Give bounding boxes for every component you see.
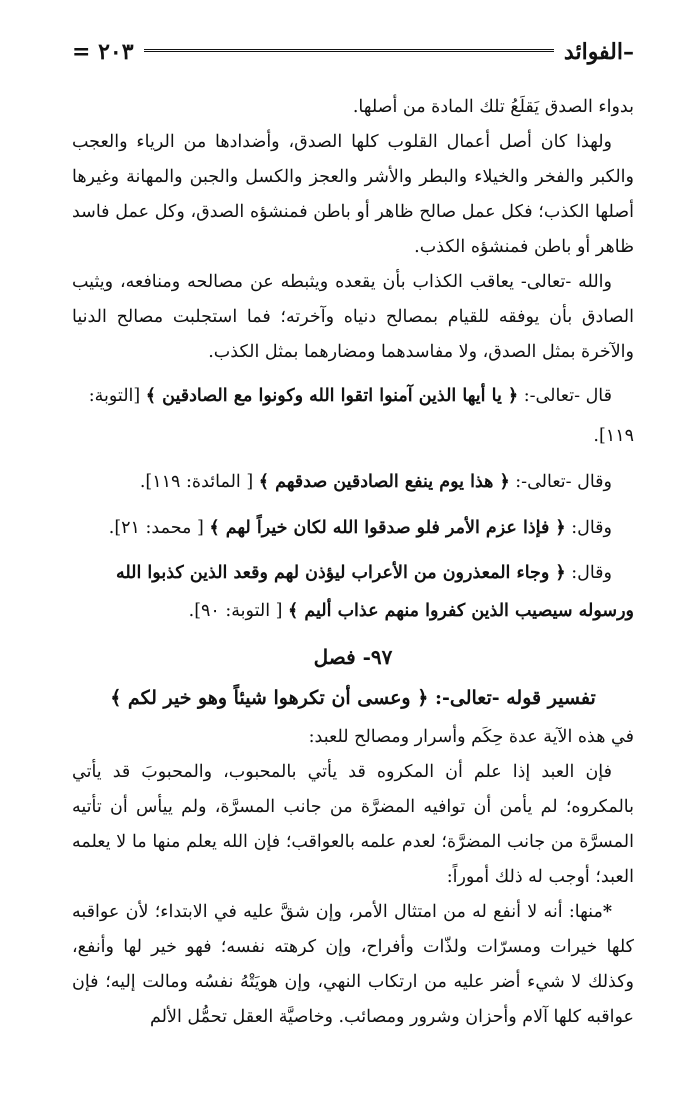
- verse-reference: [ التوبة: ٩٠].: [188, 601, 289, 621]
- quran-verse: ﴿ يا أيها الذين آمنوا اتقوا الله وكونوا مع الصادقين ﴾: [145, 386, 519, 406]
- page-number: [72, 39, 140, 65]
- quran-verse: ﴿ وعسى أن تكرهوا شيئاً وهو خير لكم ﴾: [110, 687, 429, 709]
- section-title: ٩٧- فصل: [313, 645, 393, 669]
- quran-verse: ﴿ هذا يوم ينفع الصادقين صدقهم ﴾: [258, 472, 510, 492]
- page-header: [72, 32, 634, 72]
- bullet-mark: *: [602, 902, 612, 922]
- paragraph-6: [72, 895, 634, 1035]
- paragraph-1: بدواء الصدق يَقلَعُ تلك المادة من أصلها.: [352, 97, 634, 117]
- quote-intro: وقال:: [565, 563, 612, 583]
- paragraph-3: والله -تعالى- يعاقب الكذاب بأن يقعده ويثبطه عن مصالحه ومنافعه، ويثيب الصادق بأن يوفقه للقيام بمصالح دنياه وآخرته؛ فما استجلبت مصالح الدنيا والآخرة بمثل الصدق، ولا مفاسدهما ومضارهما بمثل الكذب.: [72, 272, 634, 362]
- quran-verse: ﴿ فإذا عزم الأمر فلو صدقوا الله لكان خيراً لهم ﴾: [209, 518, 566, 538]
- verse-reference: [ المائدة: ١١٩].: [139, 472, 259, 492]
- quran-verse: ﴿ وجاء المعذرون من الأعراب ليؤذن لهم وقعد الذين كذبوا الله ورسوله سيصيب الذين كفروا منهم عذاب أليم ﴾: [115, 563, 634, 621]
- paragraph-5: فإن العبد إذا علم أن المكروه قد يأتي بالمحبوب، والمحبوبَ قد يأتي بالمكروه؛ لم يأمن أن توافيه المضرَّة من جانب المسرَّة، ولم ييأس أن تأتيه المسرَّة من جانب المضرَّة؛ لعدم علمه بالعواقب؛ فإن الله يعلم منها ما لا يعلمه العبد؛ أوجب له ذلك أموراً:: [72, 762, 634, 887]
- page-number-mark: =: [72, 39, 91, 65]
- verse-reference: [ محمد: ٢١].: [108, 518, 210, 538]
- paragraph-6-text: منها: أنه لا أنفع له من امتثال الأمر، وإن شقَّ عليه في الابتداء؛ لأن عواقبه كلها خيرات ومسرّات ولذّات وأفراح، وإن كرهته نفسه؛ فهو خير لها وأنفع، وكذلك لا شيء أضر عليه من ارتكاب النهي، وإن هويَتْهُ نفسُه ومالت إليه؛ فإن عواقبه كلها آلام وأحزان وشرور ومصائب. وخاصيَّة العقل تحمُّل الألم: [72, 902, 634, 1027]
- section-subtitle: [72, 680, 634, 716]
- quote-1: [72, 376, 634, 456]
- quote-4: [72, 554, 634, 630]
- paragraph-2: ولهذا كان أصل أعمال القلوب كلها الصدق، وأضدادها من الرياء والعجب والكبر والفخر والخيلاء والبطر والأشر والعجز والكسل والجبن والمهانة وغيرها أصلها الكذب؛ فكل عمل صالح ظاهر أو باطن فمنشؤه الصدق، وكل عمل فاسد ظاهر أو باطن فمنشؤه الكذب.: [72, 132, 634, 257]
- quote-2: [72, 462, 634, 502]
- quote-intro: وقال -تعالى-:: [509, 472, 612, 492]
- quote-3: [72, 508, 634, 548]
- book-title: الفوائد: [563, 39, 623, 65]
- quote-intro: قال -تعالى-:: [518, 386, 612, 406]
- quote-intro: وقال:: [565, 518, 612, 538]
- subtitle-prefix: تفسير قوله -تعالى-:: [428, 687, 596, 709]
- page-number-value: ٢٠٣: [98, 39, 134, 65]
- verse-reference: [التوبة: ١١٩].: [88, 386, 634, 446]
- header-rule: [144, 49, 554, 55]
- header-dash: –: [623, 39, 634, 65]
- paragraph-4: في هذه الآية عدة حِكَم وأسرار ومصالح للعبد:: [308, 727, 634, 747]
